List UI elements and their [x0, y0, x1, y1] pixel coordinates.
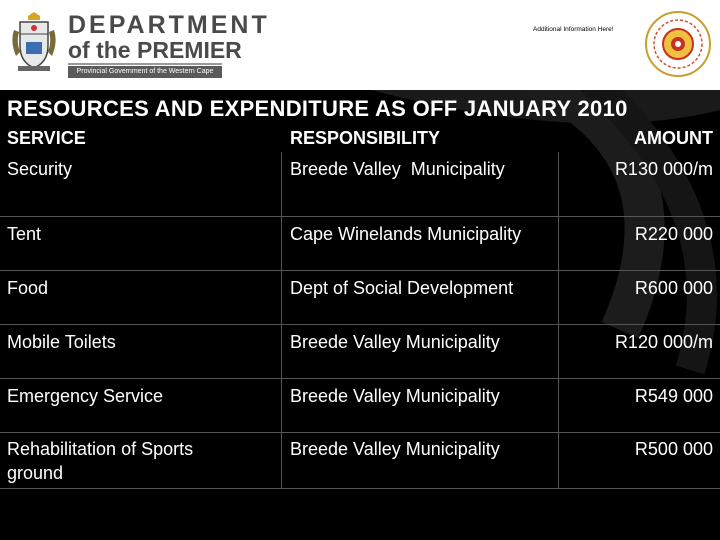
column-divider — [281, 152, 282, 488]
service-cell: Security — [7, 159, 73, 179]
divider — [68, 63, 222, 65]
amount-cell: R500 000 — [634, 439, 713, 459]
coat-of-arms-icon — [6, 12, 62, 74]
service-cell: Emergency Service — [7, 386, 164, 406]
slide-title: RESOURCES AND EXPENDITURE AS OFF JANUARY 2010 — [7, 96, 628, 121]
amount-cell: R120 000/m — [614, 332, 713, 352]
row-divider — [0, 432, 720, 433]
responsibility-cell: Breede Valley Municipality — [290, 439, 500, 459]
service-cell: Rehabilitation of Sports ground — [7, 439, 194, 483]
row-divider — [0, 324, 720, 325]
column-header-amount: AMOUNT — [634, 128, 713, 148]
row-divider — [0, 488, 720, 489]
responsibility-cell: Dept of Social Development — [290, 278, 514, 298]
additional-info-text: Additional Information Here! — [533, 26, 614, 33]
department-line1: DEPARTMENT — [68, 11, 270, 39]
western-cape-seal-icon — [640, 8, 716, 80]
responsibility-cell: Breede Valley Municipality — [290, 332, 500, 352]
service-cell: Food — [7, 278, 49, 298]
row-divider — [0, 216, 720, 217]
column-header-responsibility: RESPONSIBILITY — [290, 128, 441, 148]
service-cell: Tent — [7, 224, 42, 244]
amount-cell: R130 000/m — [614, 159, 713, 179]
responsibility-cell: Breede Valley Municipality — [290, 386, 500, 406]
amount-cell: R600 000 — [634, 278, 713, 298]
row-divider — [0, 378, 720, 379]
amount-cell: R549 000 — [634, 386, 713, 406]
service-cell: Mobile Toilets — [7, 332, 116, 352]
department-subtitle: Provincial Government of the Western Cape — [68, 66, 222, 78]
column-divider — [558, 152, 559, 488]
responsibility-cell: Breede Valley Municipality — [290, 159, 505, 179]
header-banner — [0, 0, 720, 90]
row-divider — [0, 270, 720, 271]
amount-cell: R220 000 — [634, 224, 713, 244]
column-header-service: SERVICE — [7, 128, 86, 148]
responsibility-cell: Cape Winelands Municipality — [290, 224, 522, 244]
department-line2: of the PREMIER — [68, 37, 242, 63]
